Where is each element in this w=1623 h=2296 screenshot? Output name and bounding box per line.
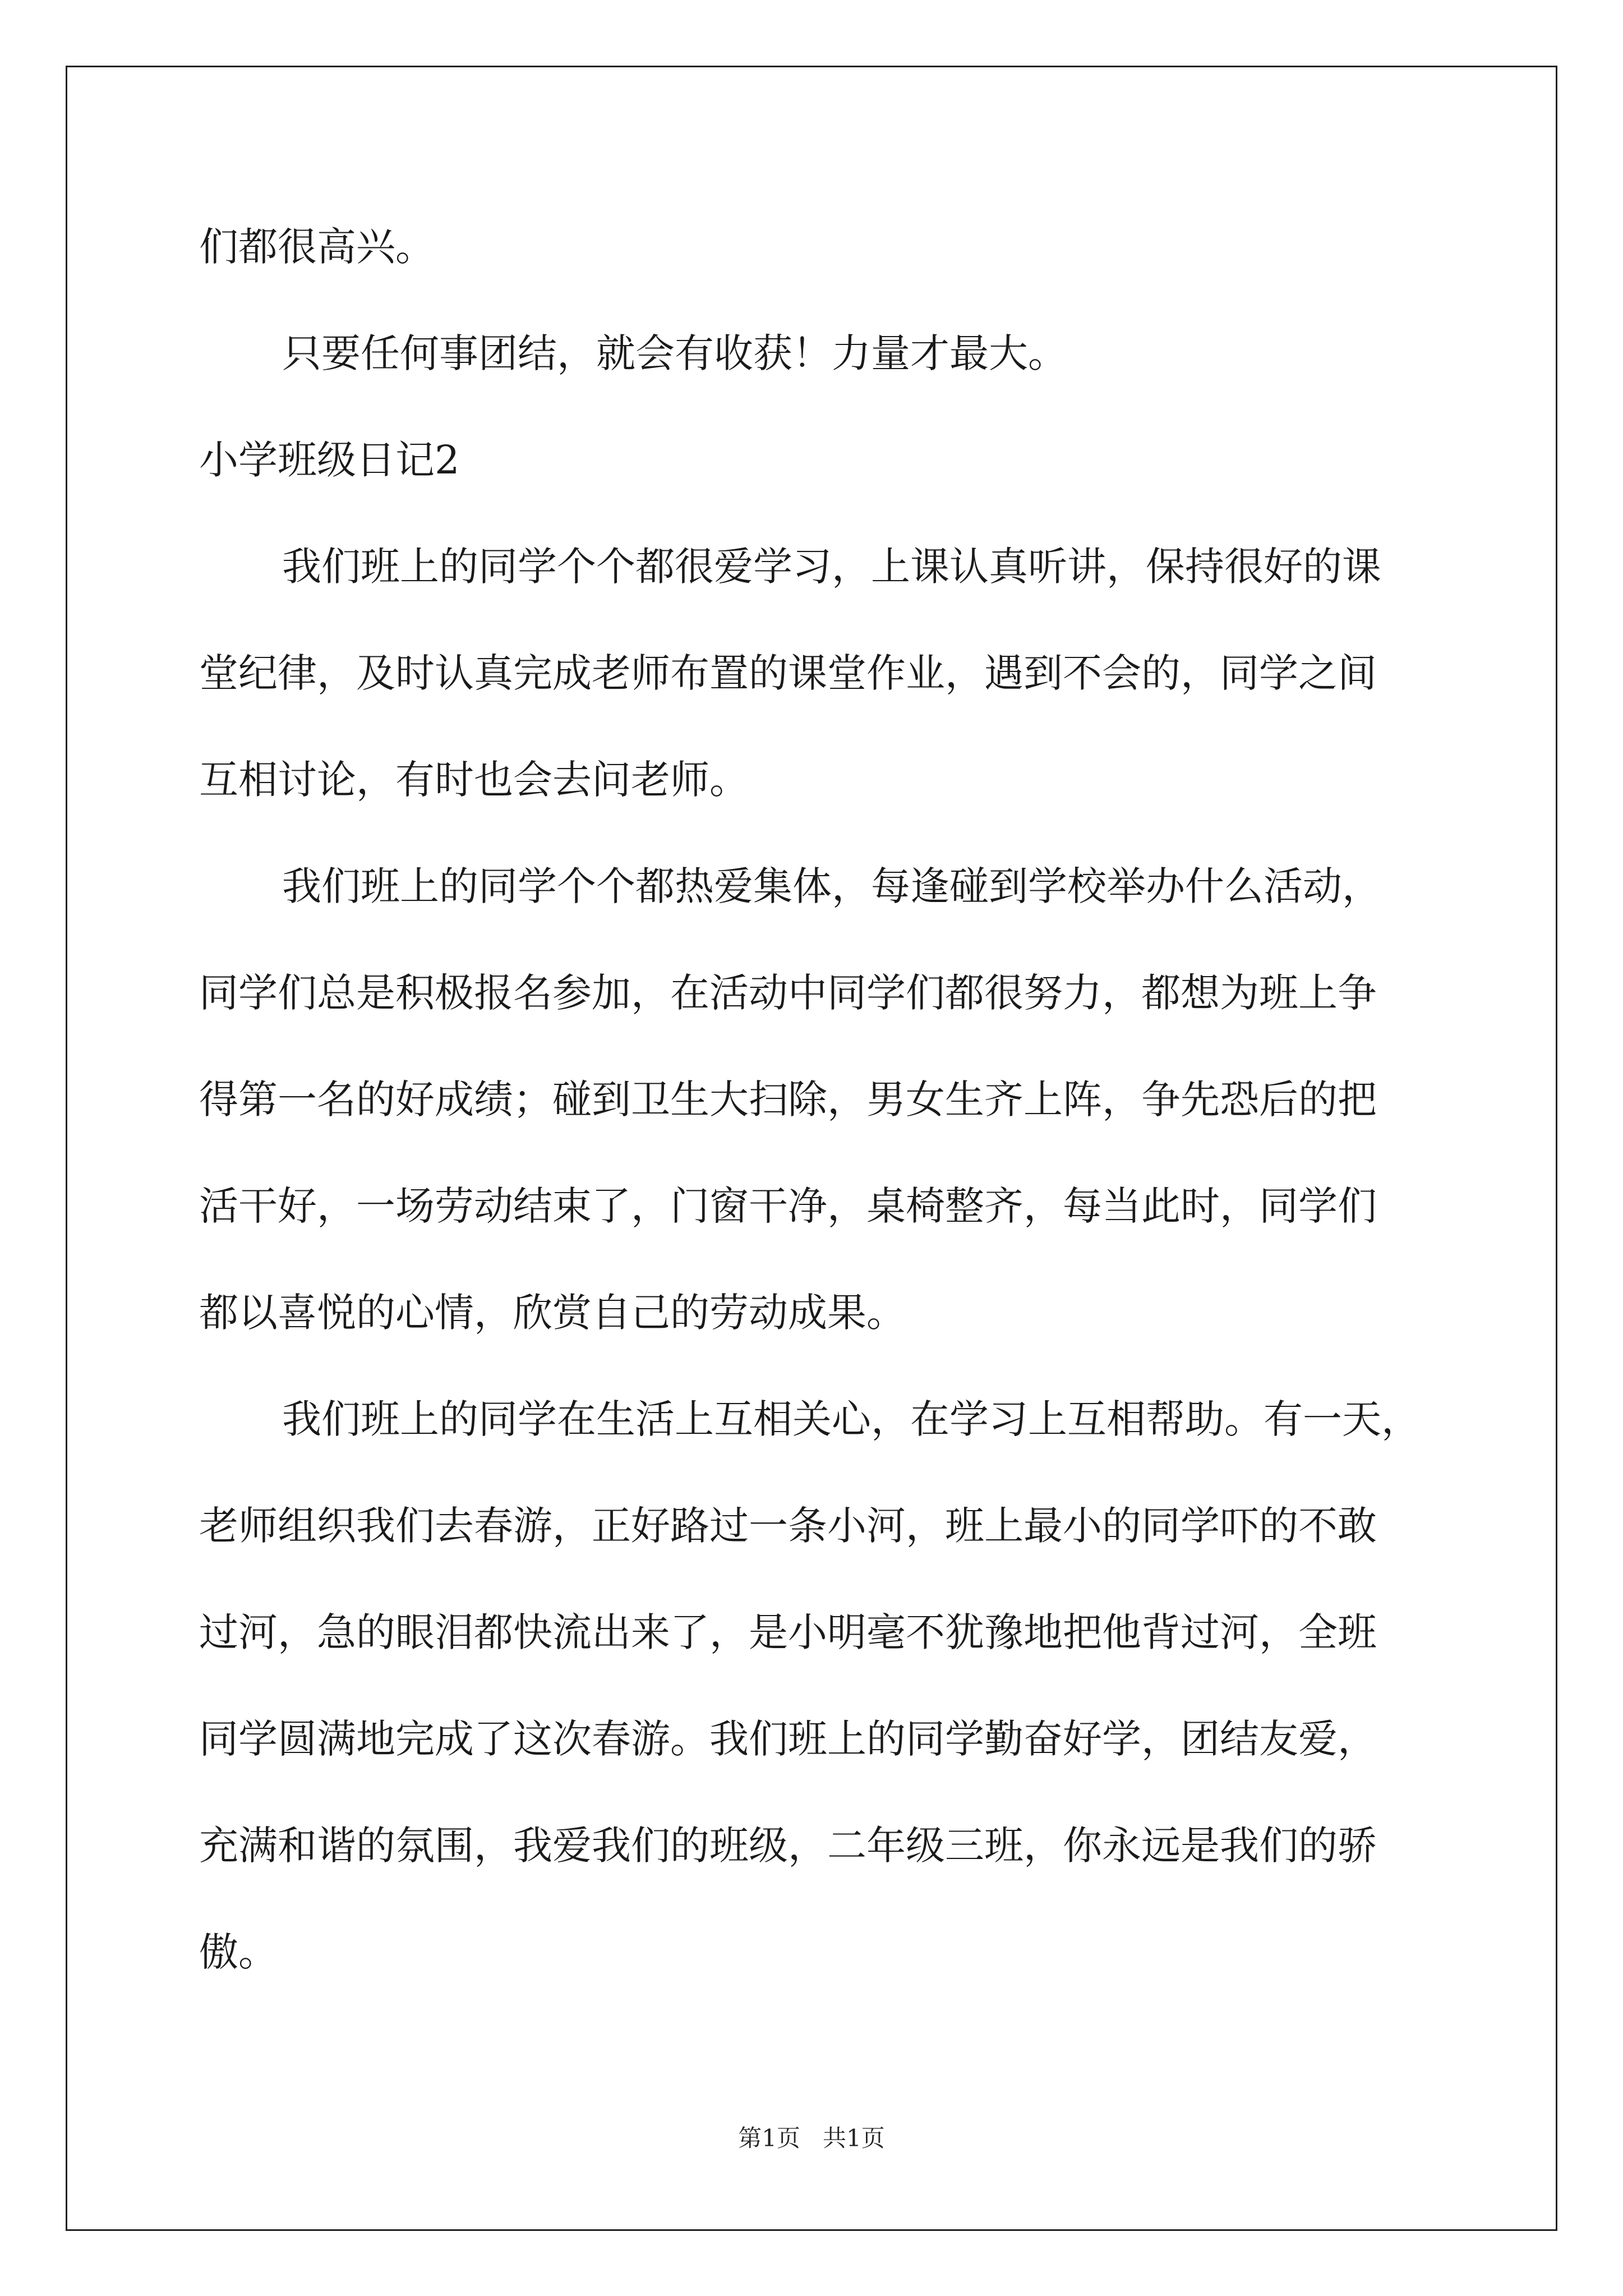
text-line: 我们班上的同学在生活上互相关心，在学习上互相帮助。有一天， <box>282 1396 1421 1442</box>
section-heading: 小学班级日记2 <box>199 437 460 483</box>
text-line: 我们班上的同学个个都很爱学习，上课认真听讲，保持很好的课 <box>282 544 1381 590</box>
text-line: 同学们总是积极报名参加，在活动中同学们都很努力，都想为班上争 <box>199 970 1377 1016</box>
text-line: 们都很高兴。 <box>199 224 435 270</box>
page-number-current: 第1页 <box>738 2124 800 2152</box>
text-line: 同学圆满地完成了这次春游。我们班上的同学勤奋好学，团结友爱， <box>199 1716 1377 1762</box>
text-line: 堂纪律，及时认真完成老师布置的课堂作业，遇到不会的，同学之间 <box>199 650 1377 696</box>
page-border <box>66 66 1557 2231</box>
text-line: 得第一名的好成绩；碰到卫生大扫除，男女生齐上阵，争先恐后的把 <box>199 1076 1377 1122</box>
text-line: 活干好，一场劳动结束了，门窗干净，桌椅整齐，每当此时，同学们 <box>199 1183 1377 1229</box>
page-footer <box>0 2122 1623 2155</box>
text-line: 傲。 <box>199 1929 278 1975</box>
text-line: 充满和谐的氛围，我爱我们的班级，二年级三班，你永远是我们的骄 <box>199 1823 1377 1869</box>
text-line: 互相讨论，有时也会去问老师。 <box>199 757 749 803</box>
text-line: 过河，急的眼泪都快流出来了，是小明毫不犹豫地把他背过河，全班 <box>199 1609 1377 1655</box>
text-line: 老师组织我们去春游，正好路过一条小河，班上最小的同学吓的不敢 <box>199 1503 1377 1549</box>
text-line: 只要任何事团结，就会有收获！力量才最大。 <box>282 330 1067 376</box>
page-number-total: 共1页 <box>823 2124 885 2152</box>
text-line: 都以喜悦的心情，欣赏自己的劳动成果。 <box>199 1290 906 1336</box>
text-line: 我们班上的同学个个都热爱集体，每逢碰到学校举办什么活动， <box>282 863 1381 909</box>
